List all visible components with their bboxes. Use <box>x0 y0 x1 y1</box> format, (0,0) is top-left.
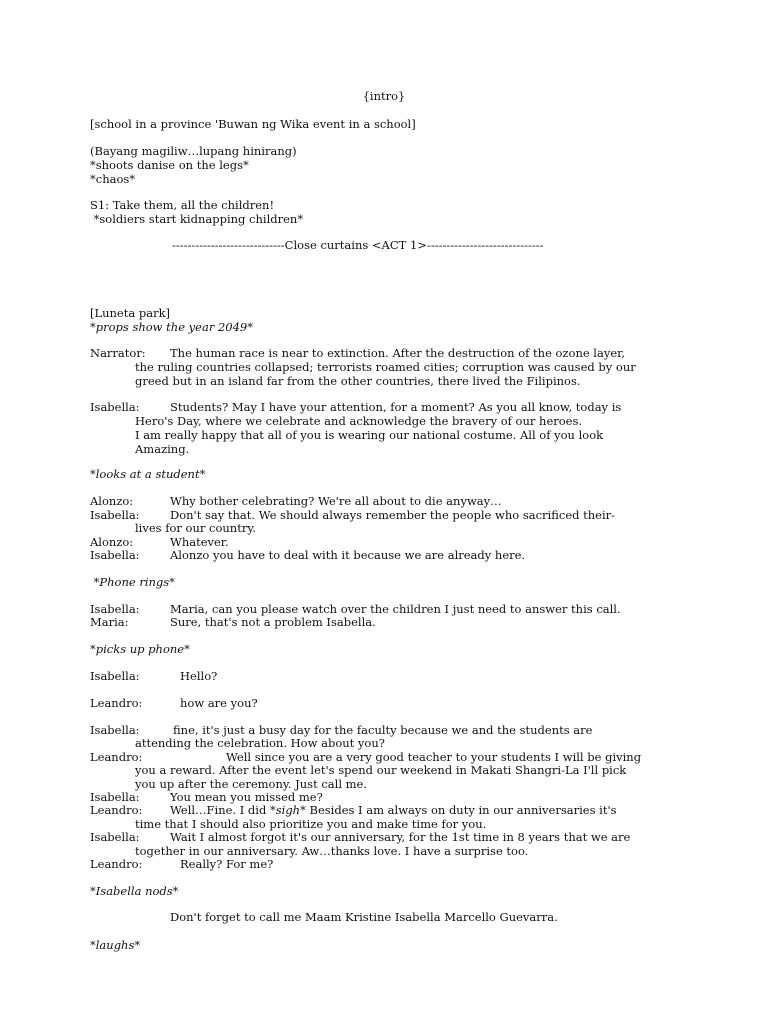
dialogue-line: Hero's Day, where we celebrate and acknowledge the bravery of our heroes. <box>135 414 583 428</box>
dialogue-line: Wait I almost forgot it's our anniversary, for the 1st time in 8 years that we are <box>170 830 631 844</box>
speaker-label: Isabella: <box>90 830 140 844</box>
speaker-label: Isabella: <box>90 508 140 522</box>
dialogue-line: time that I should also prioritize you and make time for you. <box>135 817 487 831</box>
dialogue-line: you up after the ceremony. Just call me. <box>135 777 368 791</box>
dialogue-line: Hello? <box>180 669 218 683</box>
stage-direction-chaos: *chaos* <box>90 172 136 186</box>
speaker-label: Isabella: <box>90 790 140 804</box>
dialogue-line: you a reward. After the event let's spend our weekend in Makati Shangri-La I'll pick <box>135 763 627 777</box>
speaker-label: Narrator: <box>90 346 146 360</box>
dialogue-line: Sure, that's not a problem Isabella. <box>170 615 376 629</box>
dialogue-line: the ruling countries collapsed; terrorists roamed cities; corruption was caused by our <box>135 360 636 374</box>
speaker-label: Leandro: <box>90 750 143 764</box>
stage-direction-nods: *Isabella nods* <box>90 884 179 898</box>
intro-heading: {intro} <box>362 89 406 103</box>
speaker-label: Leandro: <box>90 857 143 871</box>
dialogue-segment: Besides I am always on duty in our anniversaries it's <box>305 803 617 817</box>
anthem-line: (Bayang magiliw…lupang hinirang) <box>90 144 297 158</box>
dialogue-line: You mean you missed me? <box>170 790 323 804</box>
dialogue-line: together in our anniversary. Aw…thanks love. I have a surprise too. <box>135 844 529 858</box>
speaker-label: Isabella: <box>90 602 140 616</box>
dialogue-line: Well since you are a very good teacher to your students I will be giving <box>226 750 642 764</box>
stage-direction-props: *props show the year 2049* <box>90 320 253 334</box>
setting-luneta: [Luneta park] <box>90 306 171 320</box>
dialogue-line: Maria, can you please watch over the children I just need to answer this call. <box>170 602 621 616</box>
dialogue-line: lives for our country. <box>135 521 256 535</box>
stage-direction-shoots: *shoots danise on the legs* <box>90 158 249 172</box>
speaker-label: Alonzo: <box>90 535 134 549</box>
dialogue-line: Really? For me? <box>180 857 274 871</box>
stage-direction-looks: *looks at a student* <box>90 467 206 481</box>
speaker-label: Alonzo: <box>90 494 134 508</box>
dialogue-line: fine, it's just a busy day for the faculty because we and the students are <box>173 723 593 737</box>
stage-direction-laughs: *laughs* <box>90 938 141 952</box>
speaker-label: Leandro: <box>90 696 143 710</box>
dialogue-line: greed but in an island far from the other countries, there lived the Filipinos. <box>135 374 581 388</box>
dialogue-line: Alonzo you have to deal with it because we are already here. <box>170 548 526 562</box>
stage-direction-picks-up-phone: *picks up phone* <box>90 642 190 656</box>
dialogue-line: I am really happy that all of you is wearing our national costume. All of you look <box>135 428 604 442</box>
stage-direction-phone-rings: *Phone rings* <box>90 575 175 589</box>
dialogue-line: Don't say that. We should always remember the people who sacrificed their- <box>170 508 616 522</box>
s1-line: S1: Take them, all the children! <box>90 198 275 212</box>
dialogue-line: Students? May I have your attention, for a moment? As you all know, today is <box>170 400 622 414</box>
closing-line: Don't forget to call me Maam Kristine Isabella Marcello Guevarra. <box>170 910 558 924</box>
speaker-label: Isabella: <box>90 548 140 562</box>
speaker-label: Isabella: <box>90 400 140 414</box>
curtain-divider: -----------------------------Close curtains <ACT 1>------------------------------ <box>172 238 544 252</box>
dialogue-line: Why bother celebrating? We're all about to die anyway… <box>170 494 502 508</box>
stage-direction-kidnapping: *soldiers start kidnapping children* <box>90 212 304 226</box>
stage-direction-sigh: *sigh* <box>269 803 306 817</box>
dialogue-line: Whatever. <box>170 535 229 549</box>
setting-school: [school in a province 'Buwan ng Wika event in a school] <box>90 117 416 131</box>
speaker-label: Isabella: <box>90 669 140 683</box>
speaker-label: Isabella: <box>90 723 140 737</box>
dialogue-segment: Well…Fine. I did <box>170 803 270 817</box>
dialogue-line: The human race is near to extinction. After the destruction of the ozone layer, <box>170 346 626 360</box>
dialogue-line: how are you? <box>180 696 258 710</box>
speaker-label: Leandro: <box>90 803 143 817</box>
dialogue-line: Amazing. <box>135 442 190 456</box>
dialogue-line <box>170 803 617 817</box>
speaker-label: Maria: <box>90 615 129 629</box>
dialogue-line: attending the celebration. How about you? <box>135 736 385 750</box>
